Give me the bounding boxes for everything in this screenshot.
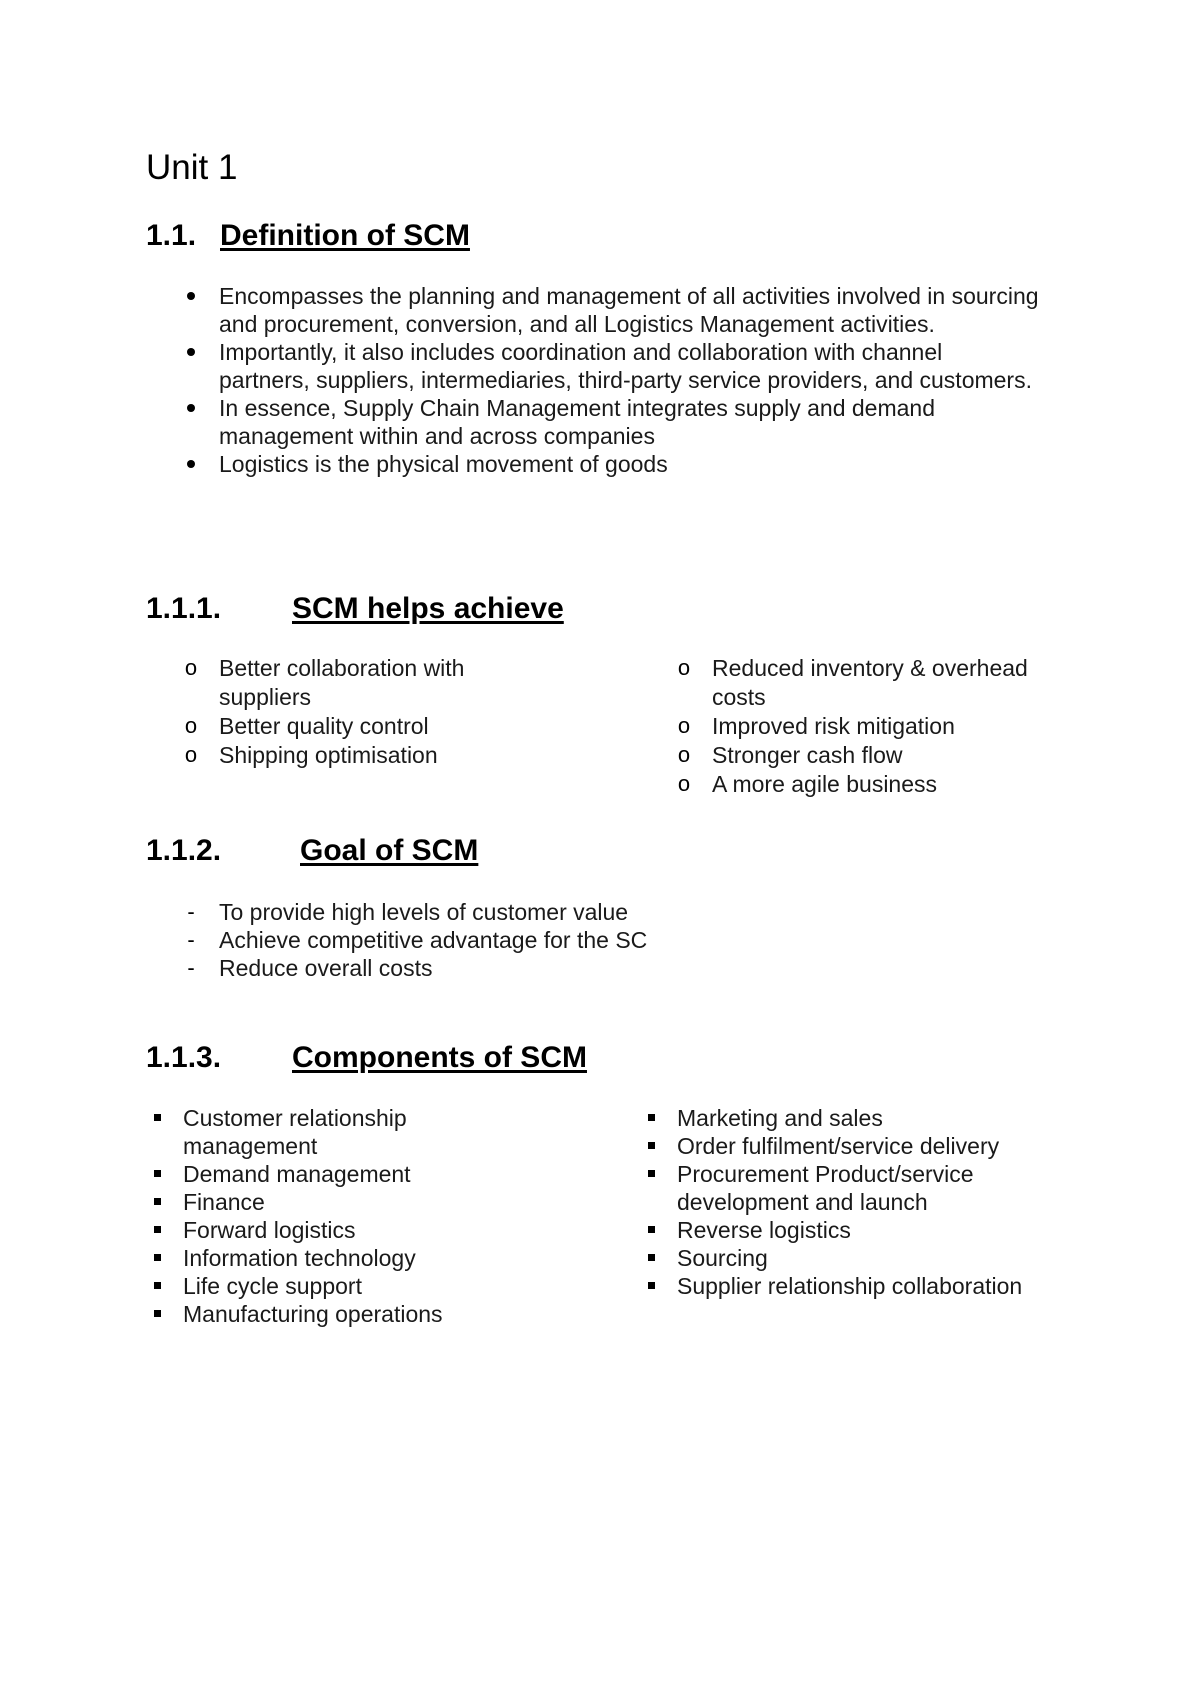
section-title: SCM helps achieve: [292, 592, 564, 625]
section-heading-goal: [146, 832, 478, 870]
section-number: 1.1.3.: [146, 1041, 222, 1074]
list-item: Manufacturing operations: [183, 1301, 443, 1327]
section-number: 1.1.1.: [146, 592, 222, 625]
section-heading-definition: [146, 217, 470, 255]
components-list-left: [183, 1104, 493, 1328]
list-item: Demand management: [183, 1161, 411, 1187]
helps-achieve-list-left: [184, 654, 519, 770]
list-item: o Stronger cash flow: [712, 741, 1062, 770]
list-item: Life cycle support: [183, 1273, 362, 1299]
section-title: Components of SCM: [292, 1041, 587, 1074]
list-item: Logistics is the physical movement of goods: [219, 451, 668, 477]
list-item: Finance: [183, 1189, 265, 1215]
goal-list: [187, 898, 919, 982]
section-heading-components: [146, 1039, 587, 1077]
hollow-bullet-icon: o: [184, 742, 198, 767]
list-item: o Better collaboration with suppliers: [219, 654, 519, 712]
list-item: Customer relationship management: [183, 1105, 407, 1159]
list-item: Importantly, it also includes coordination and collaboration with channel partners, suppliers, intermediaries, third-party service providers, and customers.: [219, 339, 1032, 393]
hollow-bullet-icon: o: [184, 655, 198, 680]
section-heading-helps-achieve: [146, 590, 564, 628]
section-number: 1.1.2.: [146, 834, 222, 867]
list-item: Encompasses the planning and management of all activities involved in sourcing and procurement, conversion, and all Logistics Management activities.: [219, 283, 1039, 337]
dash-bullet-icon: -: [187, 899, 195, 924]
hollow-bullet-icon: o: [677, 742, 691, 767]
list-item: Procurement Product/service development and launch: [677, 1161, 974, 1215]
section-title: Definition of SCM: [220, 219, 470, 252]
unit-title: Unit 1: [146, 148, 238, 187]
list-item: In essence, Supply Chain Management integrates supply and demand management within and across companies: [219, 395, 936, 449]
hollow-bullet-icon: o: [677, 655, 691, 680]
hollow-bullet-icon: o: [677, 771, 691, 796]
list-item: Reverse logistics: [677, 1217, 851, 1243]
list-item: o Improved risk mitigation: [712, 712, 1062, 741]
list-item: Supplier relationship collaboration: [677, 1273, 1023, 1299]
list-item: o Shipping optimisation: [219, 741, 519, 770]
list-item: Forward logistics: [183, 1217, 356, 1243]
list-item: o Better quality control: [219, 712, 519, 741]
list-item: - To provide high levels of customer value: [219, 898, 919, 926]
list-item: Information technology: [183, 1245, 416, 1271]
hollow-bullet-icon: o: [677, 713, 691, 738]
definition-bullet-list: [219, 282, 1039, 478]
section-number: 1.1.: [146, 219, 197, 252]
list-item: o Reduced inventory & overhead costs: [712, 654, 1062, 712]
list-item: - Reduce overall costs: [219, 954, 919, 982]
dash-bullet-icon: -: [187, 927, 195, 952]
components-list-right: [677, 1104, 1057, 1300]
list-item: - Achieve competitive advantage for the SC: [219, 926, 919, 954]
helps-achieve-list-right: [677, 654, 1062, 799]
section-title: Goal of SCM: [300, 834, 479, 867]
list-item: Marketing and sales: [677, 1105, 883, 1131]
list-item: Order fulfilment/service delivery: [677, 1133, 1000, 1159]
dash-bullet-icon: -: [187, 955, 195, 980]
list-item: o A more agile business: [712, 770, 1062, 799]
list-item: Sourcing: [677, 1245, 768, 1271]
hollow-bullet-icon: o: [184, 713, 198, 738]
